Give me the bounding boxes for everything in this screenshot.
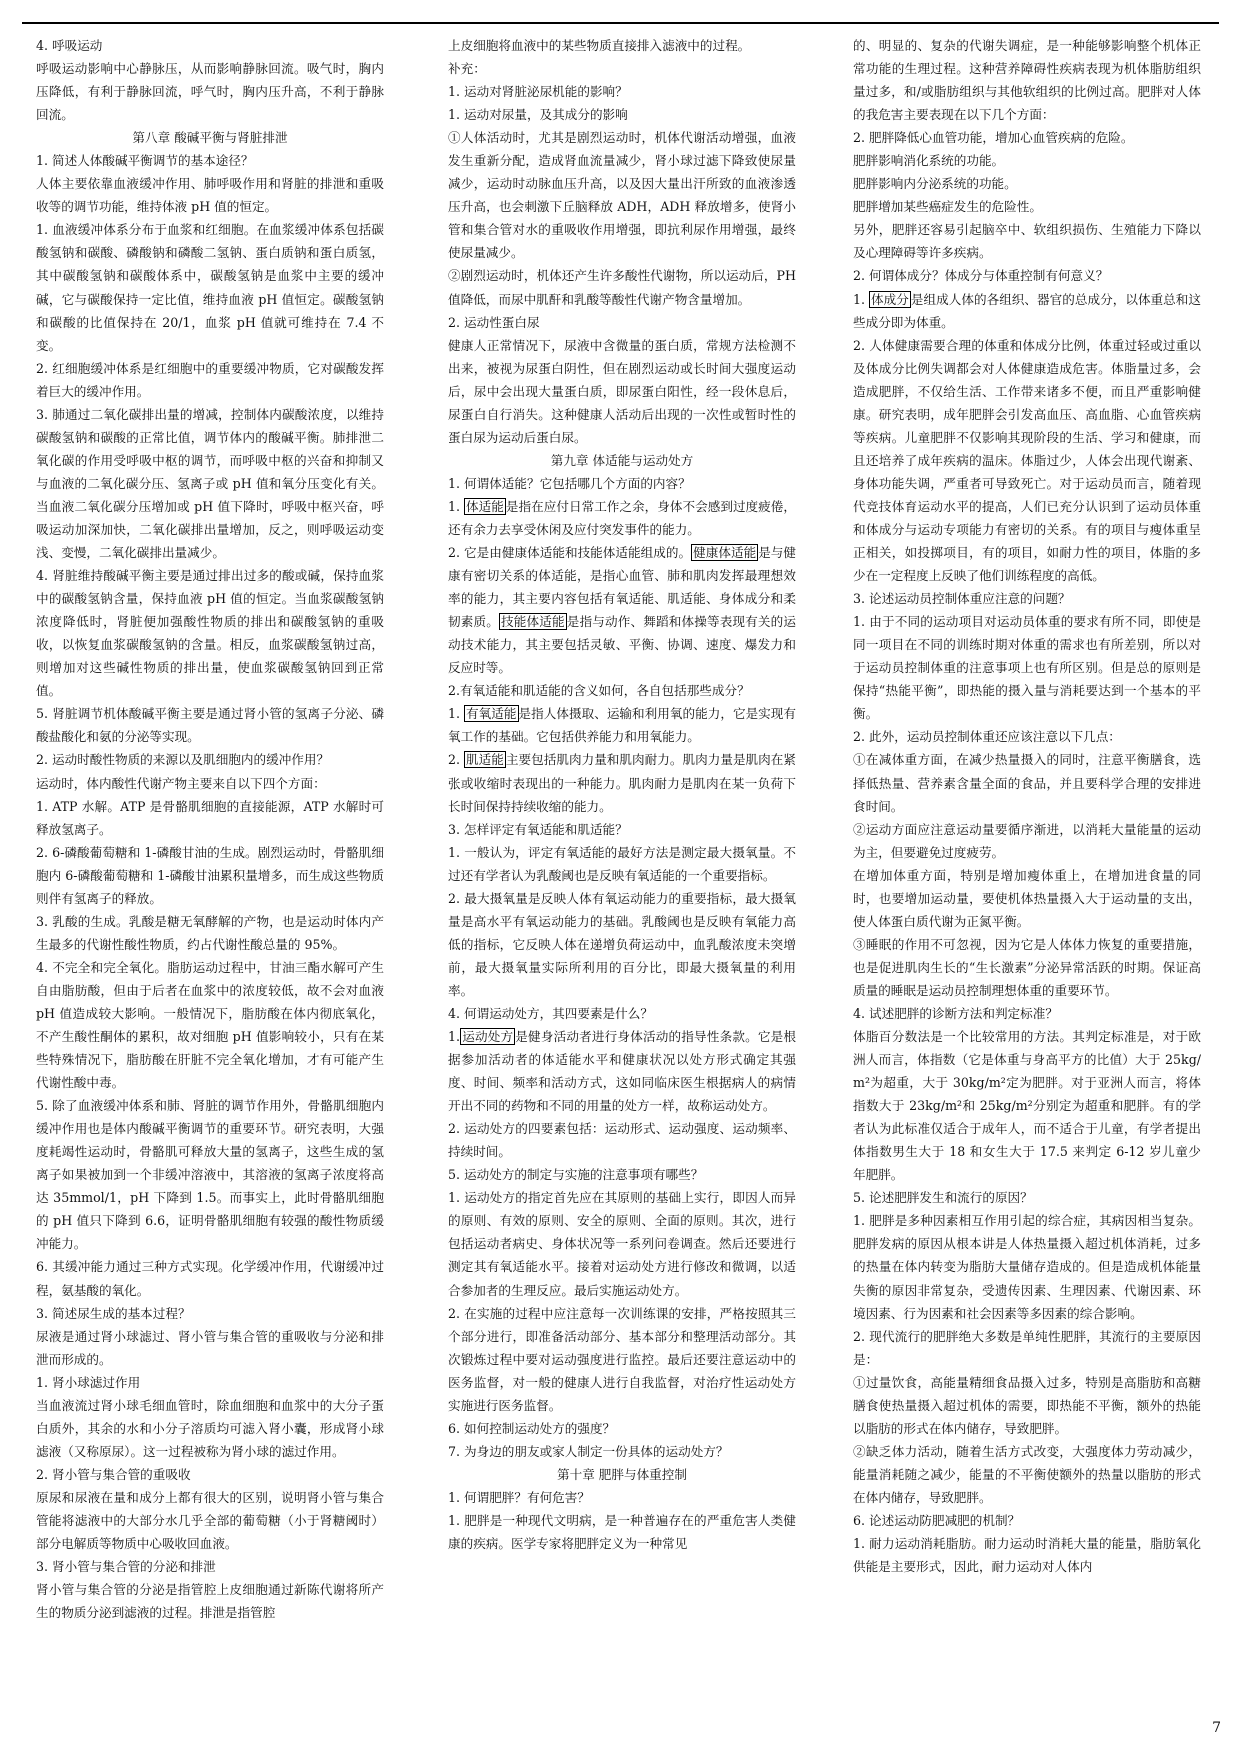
paragraph: 另外，肥胖还容易引起脑卒中、软组织损伤、生殖能力下降以及心理障碍等许多疾病。 [853,222,1201,261]
paragraph: 1. 血液缓冲体系分布于血浆和红细胞。在血浆缓冲体系包括碳酸氢钠和碳酸、磷酸钠和磷酸二氢钠、蛋白质钠和蛋白质氢，其中碳酸氢钠和碳酸体系中，碳酸氢钠是血浆中主要的缓冲碱，它与碳酸保持一定比值，维持血液 pH 值恒定。碳酸氢钠和碳酸的比值保持在 20/1，血浆 pH 值就可维持在 7.4 不变。 [36,222,384,353]
text-run: 1. [448,498,465,514]
paragraph: 1. 肾小球滤过作用 [36,1374,141,1390]
boxed-term: 体适能 [466,498,504,514]
text-run: 1. [448,1029,461,1045]
paragraph: 1. 肥胖是一种现代文明病，是一种普遍存在的严重危害人类健康的疾病。医学专家将肥胖定义为一种常见 [448,1513,796,1552]
text-run: 2. [448,752,465,768]
paragraph [448,702,796,748]
paragraph: 2. 此外，运动员控制体重还应该注意以下几点： [853,729,1121,745]
paragraph: ①在减体重方面，在减少热量摄入的同时，注意平衡膳食，选择低热量、营养素含量全面的食品，并且要科学合理的安排进食时间。 [853,752,1201,814]
paragraph: 3. 简述尿生成的基本过程？ [36,1305,191,1321]
paragraph: 2. 肥胖降低心血管功能，增加心血管疾病的危险。 [853,130,1134,146]
paragraph [448,541,796,679]
paragraph: 补充： [448,61,486,77]
paragraph: 4. 不完全和完全氧化。脂肪运动过程中，甘油三酯水解可产生自由脂肪酸，但由于后者在血浆中的浓度较低，故不会对血液 pH 值造成较大影响。一般情况下，脂肪酸在体内彻底氧化，不产生酸性酮体的累积，故对细胞 pH 值影响较小，只有在某些特殊情况下，脂肪酸在肝脏不完全氧化增加，才有可能产生代谢性酸中毒。 [36,959,384,1091]
paragraph: 1. 何谓体适能？它包括哪几个方面的内容？ [448,475,691,491]
paragraph: 4. 肾脏维持酸碱平衡主要是通过排出过多的酸或碱，保持血浆中的碳酸氢钠含量，保持血液 pH 值的恒定。当血浆碳酸氢钠浓度降低时，肾脏便加强酸性物质的排出和碳酸氢钠的重吸收，以恢复血浆碳酸氢钠的含量。相反，血浆碳酸氢钠过高，则增加对这些碱性物质的排出量，使血浆碳酸氢钠回到正常值。 [36,568,384,699]
paragraph: ③睡眠的作用不可忽视，因为它是人体体力恢复的重要措施，也是促进肌肉生长的“生长激素”分泌异常活跃的时期。保证高质量的睡眠是运动员控制理想体重的重要环节。 [853,936,1201,998]
paragraph: 2. 人体健康需要合理的体重和体成分比例，体重过轻或过重以及体成分比例失调都会对人体健康造成危害。体脂量过多，会造成肥胖，不仅给生活、工作带来诸多不便，而且严重影响健康。研究表明，成年肥胖会引发高血压、高血脂、心血管疾病等疾病。儿童肥胖不仅影响其现阶段的生活、学习和健康，而且还培养了成年疾病的温床。体脂过少，人体会出现代谢紊、身体功能失调，严重者可导致死亡。对于运动员而言，随着现代竞技体育运动水平的提高，人们已充分认识到了运动员体重和体成分与运动专项能力有密切的关系。有的项目与瘦体重呈正相关，如投掷项目，有的项目，如耐力性的项目，体脂的多少在一定程度上反映了他们训练程度的高低。 [853,337,1201,584]
paragraph: 肥胖增加某些癌症发生的危险性。 [853,199,1042,215]
paragraph: 1. 耐力运动消耗脂肪。耐力运动时消耗大量的能量，脂肪氧化供能是主要形式，因此，耐力运动对人体内 [853,1536,1201,1575]
column-middle [448,34,796,1555]
paragraph: 5. 除了血液缓冲体系和肺、肾脏的调节作用外，骨骼肌细胞内缓冲作用也是体内酸碱平衡调节的重要环节。研究表明，大强度耗竭性运动时，骨骼肌可释放大量的氢离子，这些生成的氢离子如果被加到一个非缓冲溶液中，其溶液的氢离子浓度将高达 35mmol/1，pH 下降到 1.5。而事实上，此时骨骼肌细胞的 pH 值只下降到 6.6，证明骨骼肌细胞有较强的酸性物质缓冲能力。 [36,1098,384,1252]
paragraph: 3. 肾小管与集合管的分泌和排泄 [36,1559,216,1575]
text-run: 1. [448,706,465,722]
paragraph: 2. 在实施的过程中应注意每一次训练课的安排，严格按照其三个部分进行，即准备活动部分、基本部分和整理活动部分。其次锻炼过程中要对运动强度进行监控。最后还要注意运动中的医务监督，对一般的健康人进行自我监督，对治疗性运动处方实施进行医务监督。 [448,1305,796,1413]
paragraph: 呼吸运动影响中心静脉压，从而影响静脉回流。吸气时，胸内压降低，有利于静脉回流，呼气时，胸内压升高，不利于静脉回流。 [36,61,384,123]
paragraph: 人体主要依靠血液缓冲作用、肺呼吸作用和肾脏的排泄和重吸收等的调节功能，维持体液 pH 值的恒定。 [36,176,384,215]
paragraph: 2. 肾小管与集合管的重吸收 [36,1466,191,1482]
paragraph: 运动时，体内酸性代谢产物主要来自以下四个方面： [36,775,326,791]
paragraph: 肥胖影响内分泌系统的功能。 [853,176,1017,192]
paragraph: 6. 如何控制运动处方的强度？ [448,1420,616,1436]
paragraph [448,495,796,541]
paragraph: 5. 肾脏调节机体酸碱平衡主要是通过肾小管的氢离子分泌、磷酸盐酸化和氨的分泌等实现。 [36,706,384,745]
paragraph: 肾小管与集合管的分泌是指管腔上皮细胞通过新陈代谢将所产生的物质分泌到滤液的过程。排泄是指管腔 [36,1582,384,1621]
paragraph: 6. 其缓冲能力通过三种方式实现。化学缓冲作用，代谢缓冲过程，氨基酸的氧化。 [36,1259,384,1298]
column-left [36,34,384,1624]
boxed-term: 健康体适能 [693,545,757,561]
paragraph: 2. 何谓体成分？体成分与体重控制有何意义？ [853,268,1109,284]
paragraph: 2. 最大摄氧量是反映人体有氧运动能力的重要指标，最大摄氧量是高水平有氧运动能力的基础。乳酸阈也是反映有氧能力高低的指标，它反映人体在递增负荷运动中，血乳酸浓度未突增前，最大摄氧量实际所利用的百分比，即最大摄氧量的利用率。 [448,890,796,998]
text-run: 2. 它是由健康体适能和技能体适能组成的。 [448,545,692,561]
paragraph: 4. 试述肥胖的诊断方法和判定标准？ [853,1005,1058,1021]
paragraph: 1. 何谓肥胖？有何危害？ [448,1489,590,1505]
paragraph: 3. 论述运动员控制体重应注意的问题？ [853,591,1071,607]
boxed-term: 运动处方 [462,1029,514,1045]
paragraph: ①过量饮食，高能量精细食品摄入过多，特别是高脂肪和高糖膳食使热量摄入超过机体的需要，即热能不平衡，额外的热能以脂肪的形式在体内储存，导致肥胖。 [853,1374,1201,1436]
text-run: 是健身活动者进行身体活动的指导性条款。它是根据参加活动者的体适能水平和健康状况以处方形式确定其强度、时间、频率和活动方式，这如同临床医生根据病人的病情开出不同的药物和不同的用量的处方一样，故称运动处方。 [448,1029,797,1114]
paragraph: 4. 何谓运动处方，其四要素是什么？ [448,1005,653,1021]
text-run: 是指与动作、舞蹈和体操等表现有关的运动技术能力，其主要包括灵敏、平衡、协调、速度、爆发力和反应时等。 [448,614,797,676]
paragraph: 健康人正常情况下，尿液中含微量的蛋白质，常规方法检测不出来，被视为尿蛋白阴性，但在剧烈运动或长时间大强度运动后，尿中会出现大量蛋白质，即尿蛋白阳性，经一段休息后，尿蛋白自行消失。这种健康人活动后出现的一次性或暂时性的蛋白尿为运动后蛋白尿。 [448,337,796,445]
paragraph: ②运动方面应注意运动量要循序渐进，以消耗大量能量的运动为主，但要避免过度疲劳。 [853,821,1201,860]
text-run: 是指人体摄取、运输和利用氧的能力，它是实现有氧工作的基础。它包括供养能力和用氧能力。 [448,706,797,745]
paragraph: 在增加体重方面，特别是增加瘦体重上，在增加进食量的同时，也要增加运动量，要使机体热量摄入大于运动量的支出，使人体蛋白质代谢为正氮平衡。 [853,867,1201,929]
chapter-heading: 第八章 酸碱平衡与肾脏排泄 [132,130,288,146]
boxed-term: 技能体适能 [501,614,565,630]
paragraph: 当血液流过肾小球毛细血管时，除血细胞和血浆中的大分子蛋白质外，其余的水和小分子溶质均可滤入肾小囊，形成肾小球滤液（又称原尿）。这一过程被称为肾小球的滤过作用。 [36,1397,384,1459]
chapter-heading: 第十章 肥胖与体重控制 [557,1466,687,1482]
header-rule [22,22,1219,24]
text-run: 1. [853,291,870,307]
paragraph: 3. 乳酸的生成。乳酸是糖无氧酵解的产物，也是运动时体内产生最多的代谢性酸性物质，约占代谢性酸总量的 95%。 [36,913,384,952]
paragraph: 5. 运动处方的制定与实施的注意事项有哪些？ [448,1167,704,1183]
text-run: 是指在应付日常工作之余，身体不会感到过度疲倦，还有余力去享受休闲及应付突发事件的能力。 [448,498,796,537]
paragraph: 1. 肥胖是多种因素相互作用引起的综合症，其病因相当复杂。肥胖发病的原因从根本讲是人体热量摄入超过机体消耗，过多的热量在体内转变为脂肪大量储存造成的。但是造成机体能量失衡的原因非常复杂，受遗传因素、生理因素、代谢因素、环境因素、行为因素和社会因素等多因素的综合影响。 [853,1213,1201,1321]
boxed-term: 有氧适能 [466,706,517,722]
boxed-term: 肌适能 [466,752,504,768]
paragraph: 原尿和尿液在量和成分上都有很大的区别，说明肾小管与集合管能将滤液中的大部分水几乎全部的葡萄糖（小于肾糖阈时）部分电解质等物质中心吸收回血液。 [36,1489,384,1552]
paragraph: 3. 肺通过二氧化碳排出量的增减，控制体内碳酸浓度，以维持碳酸氢钠和碳酸的正常比值，调节体内的酸碱平衡。肺排泄二氧化碳的作用受呼吸中枢的调节，而呼吸中枢的兴奋和抑制又与血液的二氧化碳分压、氢离子或 pH 值和氧分压变化有关。当血液二氧化碳分压增加或 pH 值下降时，呼吸中枢兴奋，呼吸运动加深加快，二氧化碳排出量增加，反之，则呼吸运动变浅、变慢，二氧化碳排出量减少。 [36,406,384,561]
page-number: 7 [1212,1720,1221,1736]
paragraph: 1. 运动对尿量，及其成分的影响 [448,107,628,123]
text-run: 是与健康有密切关系的体适能，是指心血管、肺和肌肉发挥最理想效率的能力，其主要内容包括有氧适能、肌适能、身体成分和柔韧素质。 [448,545,797,630]
paragraph: 2.有氧适能和肌适能的含义如何，各自包括那些成分？ [448,683,750,699]
paragraph: 5. 论述肥胖发生和流行的原因？ [853,1190,1033,1206]
paragraph: ②剧烈运动时，机体还产生许多酸性代谢物，所以运动后，PH 值降低，而尿中肌酐和乳酸等酸性代谢产物含量增加。 [448,268,796,307]
text-run: 是组成人体的各组织、器官的总成分，以体重总和这些成分即为体重。 [853,291,1201,330]
paragraph [448,748,796,817]
paragraph: 2. 现代流行的肥胖绝大多数是单纯性肥胖，其流行的主要原因是： [853,1328,1201,1367]
paragraph: 体脂百分数法是一个比较常用的方法。其判定标准是，对于欧洲人而言，体指数（它是体重与身高平方的比值）大于 25kg/m²为超重，大于 30kg/m²定为肥胖。对于亚洲人而言，将体指数大于 23kg/m²和 25kg/m²分别定为超重和肥胖。有的学者认为此标准仅适合于成年人，而不适合于儿童，有学者提出体指数男生大于 18 和女生大于 17.5 来判定 6-12 岁儿童少年肥胖。 [853,1029,1201,1183]
paragraph: 1. 一般认为，评定有氧适能的最好方法是测定最大摄氧量。不过还有学者认为乳酸阈也是反映有氧适能的一个重要指标。 [448,844,796,883]
paragraph [853,288,1201,334]
paragraph: 2. 红细胞缓冲体系是红细胞中的重要缓冲物质，它对碳酸发挥着巨大的缓冲作用。 [36,360,384,399]
paragraph: 1. 简述人体酸碱平衡调节的基本途径？ [36,153,254,169]
paragraph: 7. 为身边的朋友或家人制定一份具体的运动处方？ [448,1443,729,1459]
text-run: 主要包括肌肉力量和肌肉耐力。肌肉力量是肌肉在紧张或收缩时表现出的一种能力。肌肉耐力是肌肉在某一负荷下长时间保持持续收缩的能力。 [448,752,796,814]
paragraph: ②缺乏体力活动，随着生活方式改变，大强度体力劳动减少，能量消耗随之减少，能量的不平衡使额外的热量以脂肪的形式在体内储存，导致肥胖。 [853,1443,1201,1505]
paragraph: 1. 由于不同的运动项目对运动员体重的要求有所不同，即使是同一项目在不同的训练时期对体重的需求也有所差别，所以对于运动员控制体重的注意事项上也有所区别。但是总的原则是保持“热能平衡”，即热能的摄入量与消耗要达到一个基本的平衡。 [853,614,1201,722]
paragraph: 肥胖影响消化系统的功能。 [853,153,1005,169]
paragraph: 2. 运动时酸性物质的来源以及肌细胞内的缓冲作用？ [36,752,330,768]
paragraph: 4. 呼吸运动 [36,38,103,53]
paragraph: 3. 怎样评定有氧适能和肌适能？ [448,821,628,837]
paragraph: 尿液是通过肾小球滤过、肾小管与集合管的重吸收与分泌和排泄而形成的。 [36,1328,384,1367]
paragraph: 1. ATP 水解。ATP 是骨骼肌细胞的直接能源，ATP 水解时可释放氢离子。 [36,798,384,837]
paragraph [448,1025,796,1117]
paragraph: 的、明显的、复杂的代谢失调症，是一种能够影响整个机体正常功能的生理过程。这种营养障碍性疾病表现为机体脂肪组织量过多，和/或脂肪组织与其他软组织的比例过高。肥胖对人体的我危害主要表现在以下几个方面： [853,38,1201,123]
paragraph: 上皮细胞将血液中的某些物质直接排入滤液中的过程。 [448,38,751,53]
paragraph: ①人体活动时，尤其是剧烈运动时，机体代谢活动增强，血液发生重新分配，造成肾血流量减少，肾小球过滤下降致使尿量减少，运动时动脉血压升高，以及因大量出汗所致的血液渗透压升高，也会刺激下丘脑释放 ADH，ADH 释放增多，使肾小管和集合管对水的重吸收作用增强，即抗利尿作用增强，最终使尿量减少。 [448,130,796,261]
paragraph: 6. 论述运动防肥减肥的机制？ [853,1513,1021,1528]
boxed-term: 体成分 [871,291,909,307]
column-right [853,34,1201,1578]
chapter-heading: 第九章 体适能与运动处方 [550,452,694,468]
paragraph: 2. 运动处方的四要素包括：运动形式、运动强度、运动频率、持续时间。 [448,1121,796,1160]
paragraph: 2. 6-磷酸葡萄糖和 1-磷酸甘油的生成。剧烈运动时，骨骼肌细胞内 6-磷酸葡萄糖和 1-磷酸甘油累积量增多，而生成这些物质则伴有氢离子的释放。 [36,844,384,906]
paragraph: 1. 运动对肾脏泌尿机能的影响？ [448,84,628,100]
paragraph: 2. 运动性蛋白尿 [448,314,540,330]
paragraph: 1. 运动处方的指定首先应在其原则的基础上实行，即因人而异的原则、有效的原则、安全的原则、全面的原则。其次，进行包括运动者病史、身体状况等一系列问卷调查。然后还要进行测定其有氧适能水平。接着对运动处方进行修改和微调，以适合参加者的生理反应。最后实施运动处方。 [448,1190,796,1298]
